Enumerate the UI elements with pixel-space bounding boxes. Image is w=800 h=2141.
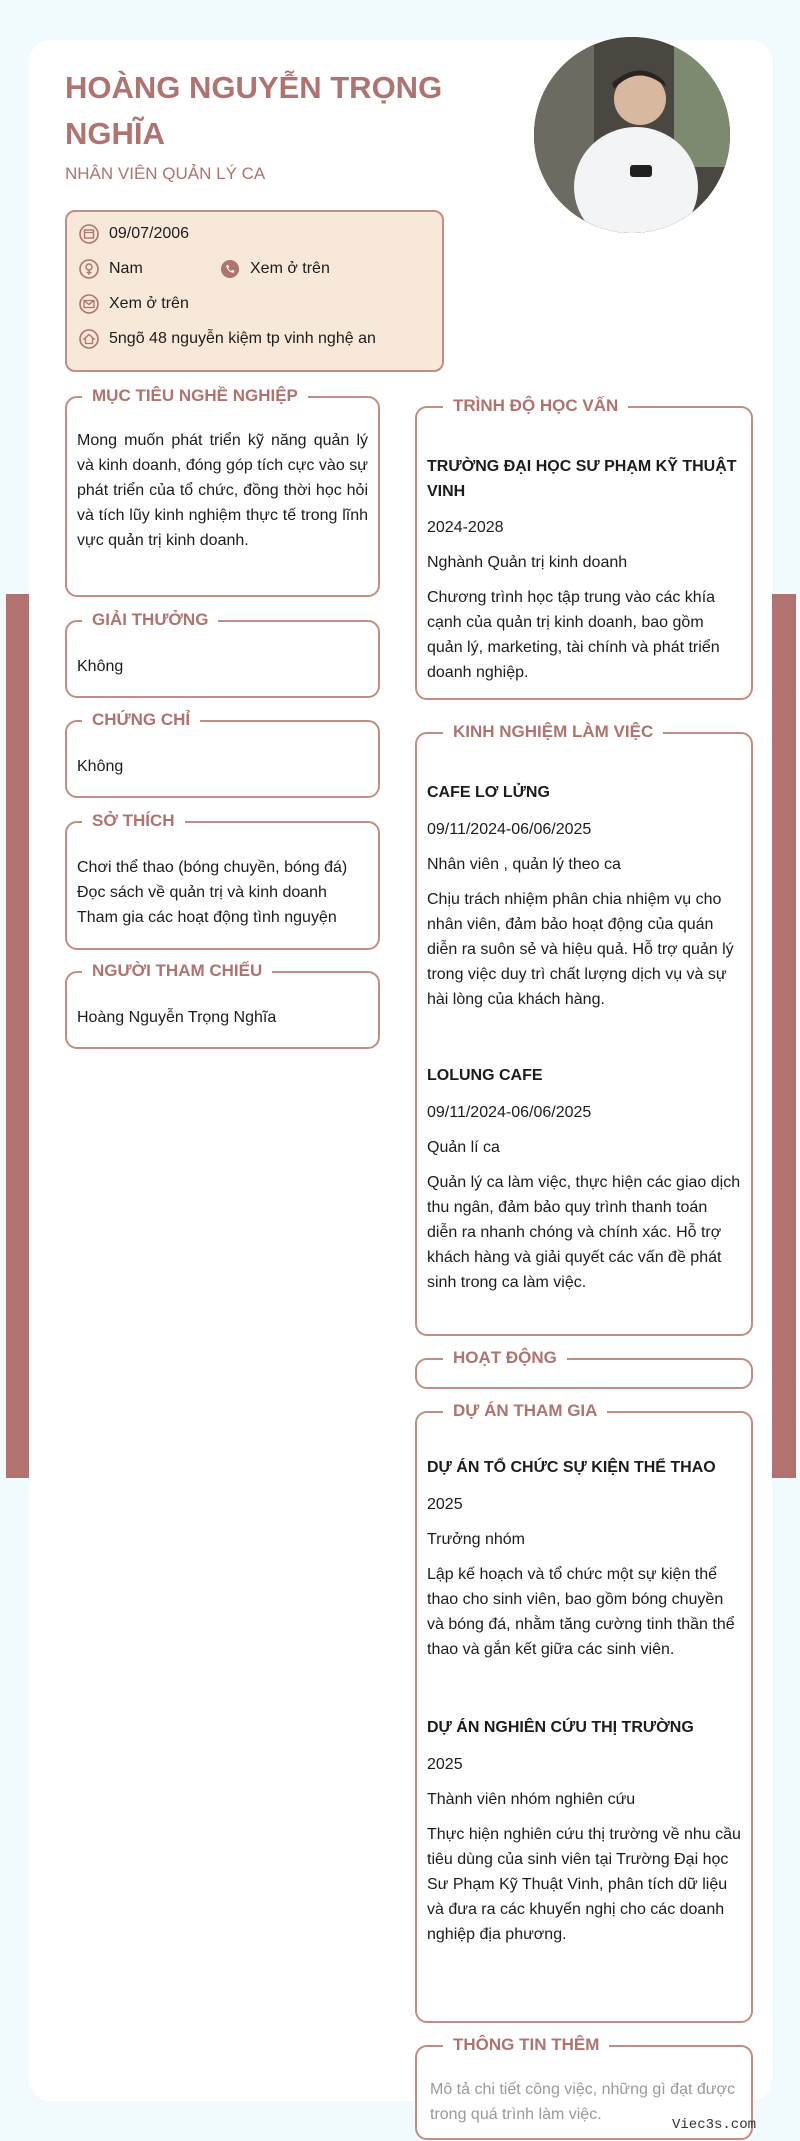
experience-company: CAFE LƠ LỬNG xyxy=(427,784,550,801)
references-title: NGƯỜI THAM CHIẾU xyxy=(82,960,272,982)
project-year: 2025 xyxy=(427,1756,463,1773)
activities-section xyxy=(415,1348,753,1389)
projects-section xyxy=(415,1401,753,2023)
awards-section xyxy=(65,610,380,698)
awards-text: Không xyxy=(77,658,124,675)
hobby-item: Tham gia các hoạt động tình nguyện xyxy=(77,909,337,926)
hobbies-title: SỞ THÍCH xyxy=(82,810,185,832)
contact-address xyxy=(79,329,376,349)
profile-photo-illustration xyxy=(534,37,730,233)
education-description: Chương trình học tập trung vào các khía cạnh của quản trị kinh doanh, bao gồm quản lý, marketing, tài chính và phát triển doanh nghiệp. xyxy=(427,589,720,681)
profile-job-title: NHÂN VIÊN QUẢN LÝ CA xyxy=(65,164,266,183)
home-icon xyxy=(79,329,99,349)
gender-value: Nam xyxy=(109,260,143,277)
career-goal-text: Mong muốn phát triển kỹ năng quản lý và kinh doanh, đóng góp tích cực vào sự phát triển của tổ chức, đồng thời học hỏi và tích lũy kinh nghiệm thực tế trong lĩnh vực quản trị kinh doanh. xyxy=(77,432,368,549)
project-description: Thực hiện nghiên cứu thị trường về nhu cầu tiêu dùng của sinh viên tại Trường Đại học Sư Phạm Kỹ Thuật Vinh, phân tích dữ liệu và đưa ra các khuyến nghị cho các doanh nghiệp địa phương. xyxy=(427,1826,741,1943)
activities-title: HOẠT ĐỘNG xyxy=(443,1347,567,1369)
footer-brand: Viec3s.com xyxy=(672,2117,757,2133)
project-name: DỰ ÁN TỔ CHỨC SỰ KIỆN THỂ THAO xyxy=(427,1459,716,1476)
experience-entry xyxy=(427,1063,741,1295)
project-year: 2025 xyxy=(427,1496,463,1513)
experience-section xyxy=(415,722,753,1336)
address-value: 5ngõ 48 nguyễn kiệm tp vinh nghệ an xyxy=(109,330,376,347)
contact-email xyxy=(79,294,189,314)
certificates-text: Không xyxy=(77,758,124,775)
experience-description: Chịu trách nhiệm phân chia nhiệm vụ cho nhân viên, đảm bảo hoạt động của quán diễn ra suôn sẻ và hiệu quả. Hỗ trợ quản lý trong việc duy trì chất lượng dịch vụ và sự hài lòng của khách hàng. xyxy=(427,891,734,1008)
experience-role: Quản lí ca xyxy=(427,1139,500,1156)
contact-phone xyxy=(220,259,330,279)
experience-description: Quản lý ca làm việc, thực hiện các giao dịch thu ngân, đảm bảo quy trình thanh toán diễn ra nhanh chóng và chính xác. Hỗ trợ khách hàng và giải quyết các vấn đề phát sinh trong ca làm việc. xyxy=(427,1174,741,1291)
education-entry xyxy=(427,454,741,685)
extra-info-title: THÔNG TIN THÊM xyxy=(443,2034,609,2056)
profile-photo xyxy=(534,37,730,233)
career-goal-section xyxy=(65,386,380,597)
education-section xyxy=(415,396,753,700)
certificates-title: CHỨNG CHỈ xyxy=(82,709,200,731)
education-school: TRƯỜNG ĐẠI HỌC SƯ PHẠM KỸ THUẬT VINH xyxy=(427,458,737,500)
references-section xyxy=(65,961,380,1049)
awards-title: GIẢI THƯỞNG xyxy=(82,609,218,631)
hobbies-list xyxy=(77,855,368,930)
project-name: DỰ ÁN NGHIÊN CỨU THỊ TRƯỜNG xyxy=(427,1719,694,1736)
experience-role: Nhân viên , quản lý theo ca xyxy=(427,856,621,873)
project-description: Lập kế hoạch và tổ chức một sự kiện thể thao cho sinh viên, bao gồm bóng chuyền và bóng đá, nhằm tăng cường tinh thần thể thao và gắn kết giữa các sinh viên. xyxy=(427,1566,735,1658)
experience-period: 09/11/2024-06/06/2025 xyxy=(427,821,592,838)
contact-gender xyxy=(79,259,143,279)
profile-name: HOÀNG NGUYỄN TRỌNG NGHĨA xyxy=(65,70,443,151)
right-accent-band xyxy=(772,594,796,1478)
birthday-value: 09/07/2006 xyxy=(109,225,190,242)
education-period: 2024-2028 xyxy=(427,519,504,536)
experience-entry xyxy=(427,780,741,1012)
education-major: Nghành Quản trị kinh doanh xyxy=(427,554,628,571)
career-goal-title: MỤC TIÊU NGHỀ NGHIỆP xyxy=(82,385,308,407)
project-role: Trưởng nhóm xyxy=(427,1531,525,1548)
certificates-section xyxy=(65,710,380,798)
hobby-item: Chơi thể thao (bóng chuyền, bóng đá) xyxy=(77,859,348,876)
extra-info-placeholder: Mô tả chi tiết công việc, những gì đạt được trong quá trình làm việc. xyxy=(430,2081,735,2123)
email-value: Xem ở trên xyxy=(109,295,189,312)
experience-period: 09/11/2024-06/06/2025 xyxy=(427,1104,592,1121)
projects-title: DỰ ÁN THAM GIA xyxy=(443,1400,607,1422)
experience-title: KINH NGHIỆM LÀM VIỆC xyxy=(443,721,663,743)
contact-birthday xyxy=(79,224,189,244)
experience-company: LOLUNG CAFE xyxy=(427,1067,543,1084)
phone-value: Xem ở trên xyxy=(250,260,330,277)
hobby-item: Đọc sách về quản trị và kinh doanh xyxy=(77,884,327,901)
project-role: Thành viên nhóm nghiên cứu xyxy=(427,1791,636,1808)
email-icon xyxy=(79,294,99,314)
left-accent-band xyxy=(6,594,30,1478)
calendar-icon xyxy=(79,224,99,244)
gender-icon xyxy=(79,259,99,279)
hobbies-section xyxy=(65,811,380,950)
project-entry xyxy=(427,1455,741,1662)
contact-info-box xyxy=(65,210,444,372)
references-text: Hoàng Nguyễn Trọng Nghĩa xyxy=(77,1009,277,1026)
project-entry xyxy=(427,1715,741,1947)
education-title: TRÌNH ĐỘ HỌC VẤN xyxy=(443,395,628,417)
cv-page xyxy=(29,40,772,2123)
phone-icon xyxy=(220,259,240,279)
